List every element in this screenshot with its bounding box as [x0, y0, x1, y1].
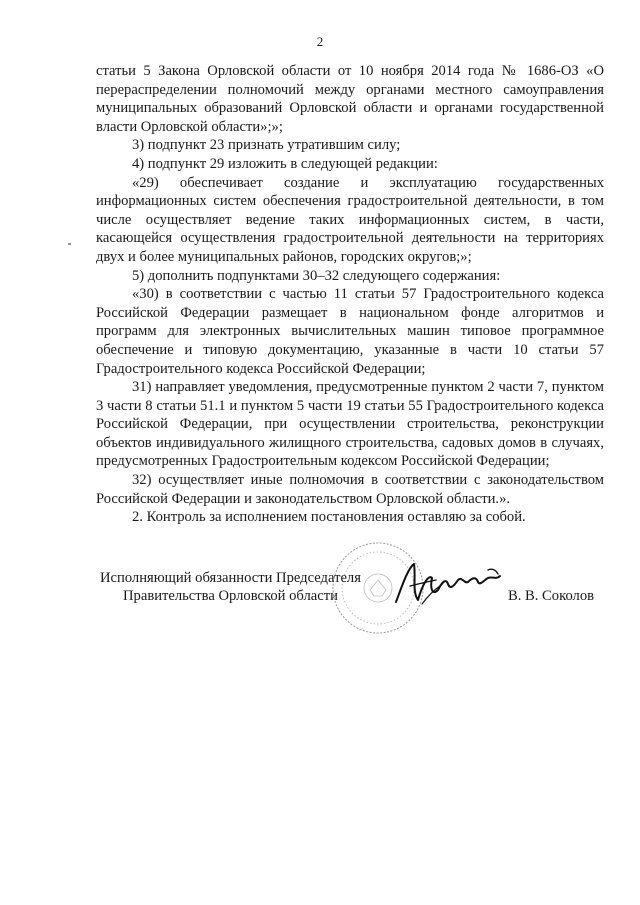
document-body: [96, 62, 604, 527]
scan-mark: [68, 243, 71, 245]
paragraph-subitem-30: «30) в соответствии с частью 11 статьи 57 Градостроительного кодекса Российской Федерации размещает в национальном фонде алгоритмов и программ для электронных вычислительных машин типовое программное обеспечение и типовую документацию, указанные в части 10 статьи 57 Градостроительного кодекса Российской Федерации;: [96, 286, 604, 377]
paragraph-item-3: 3) подпункт 23 признать утратившим силу;: [132, 137, 401, 154]
paragraph-continuation: статьи 5 Закона Орловской области от 10 ноября 2014 года № 1686-ОЗ «О перераспределении полномочий между органами местного самоуправления муниципальных образований Орловской области и органами государственной власти Орловской области»;»;: [96, 63, 604, 135]
signatory-name: В. В. Соколов: [508, 588, 595, 604]
paragraph-item-5: 5) дополнить подпунктами 30–32 следующего содержания:: [132, 267, 501, 284]
paragraph-subitem-32: 32) осуществляет иные полномочия в соответствии с законодательством Российской Федерации и законодательством Орловской области.».: [96, 472, 604, 507]
signatory-position-line1: Исполняющий обязанности Председателя: [100, 570, 361, 586]
paragraph-item-4: 4) подпункт 29 изложить в следующей редакции:: [132, 155, 438, 172]
paragraph-control-clause: 2. Контроль за исполнением постановления оставляю за собой.: [132, 509, 526, 526]
signatory-position-line2: Правительства Орловской области: [123, 588, 338, 604]
handwritten-signature: [392, 556, 504, 610]
paragraph-subitem-31: 31) направляет уведомления, предусмотренные пунктом 2 части 7, пунктом 3 части 8 статьи 51.1 и пунктом 5 части 19 статьи 55 Градостроительного кодекса Российской Федерации, при осуществлении строительства, реконструкции объектов индивидуального жилищного строительства, садовых домов в случаях, предусмотренных Градостроительным кодексом Российской Федерации;: [96, 379, 604, 470]
paragraph-subitem-29: «29) обеспечивает создание и эксплуатацию государственных информационных систем обеспечения градостроительной деятельности, в том числе осуществляет ведение таких информационных систем, в части, касающейся осуществления градостроительной деятельности на территориях двух и более муниципальных районов, городских округов;»;: [96, 174, 604, 265]
page-number: 2: [316, 34, 324, 49]
